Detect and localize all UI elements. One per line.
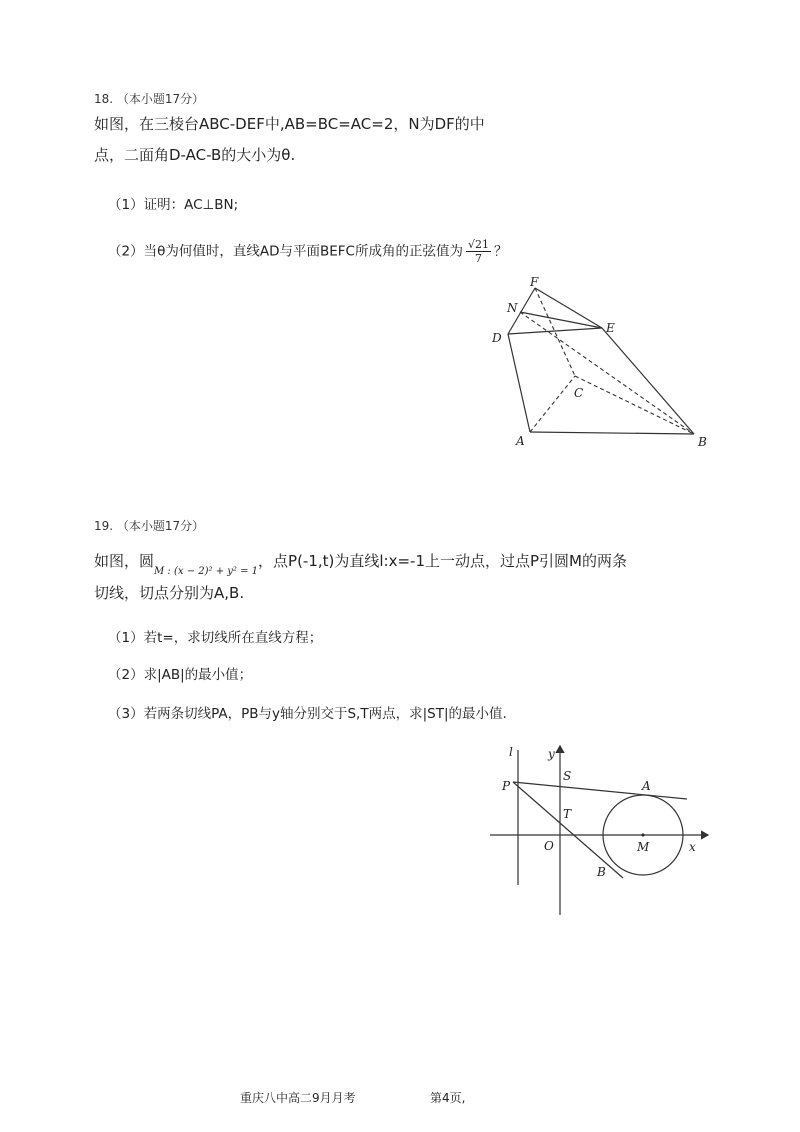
q18-fraction-denominator: 7 — [474, 252, 482, 265]
label-S: S — [563, 769, 572, 783]
q18-part2-end: ？ — [493, 243, 508, 260]
label-D: D — [492, 331, 502, 345]
label-O: O — [544, 839, 554, 853]
edge-CB — [575, 376, 694, 434]
frustum-figure — [480, 272, 730, 457]
label-P: P — [502, 779, 511, 793]
tangent-PB — [513, 782, 623, 878]
q19-stem-line1 — [94, 550, 627, 577]
tangent-figure — [485, 740, 715, 920]
q18-part1: （1）证明：AC⊥BN; — [108, 197, 239, 213]
q19-part2: （2）求|AB|的最小值； — [108, 667, 253, 683]
footer-page-number: 第4页, — [430, 1091, 466, 1105]
q18-part2-text: （2）当θ为何值时，直线AD与平面BEFC所成角的正弦值为 — [108, 243, 463, 260]
q18-header: 18. （本小题17分） — [94, 92, 205, 106]
q19-part3: （3）若两条切线PA，PB与y轴分别交于S,T两点，求|ST|的最小值. — [108, 706, 507, 722]
center-M-dot — [641, 833, 644, 836]
q19-header: 19. （本小题17分） — [94, 519, 205, 533]
label-M: M — [637, 840, 650, 854]
label-N: N — [507, 301, 518, 315]
q19-stem-rest: ，点P(-1,t)为直线l:x=-1上一动点，过点P引圆M的两条 — [258, 552, 627, 570]
q19-stem-line2: 切线，切点分别为A,B. — [94, 584, 245, 602]
footer-school: 重庆八中高二9月月考 — [240, 1091, 356, 1105]
q18-fraction-numerator: √21 — [467, 238, 489, 251]
label-A: A — [516, 434, 525, 448]
q18-stem-line2: 点，二面角D-AC-B的大小为θ. — [94, 146, 296, 164]
q18-sine-fraction — [466, 238, 491, 265]
label-T: T — [563, 807, 572, 821]
label-x: x — [689, 840, 696, 854]
edge-AC — [530, 376, 575, 432]
edge-AB — [530, 432, 694, 434]
edge-DA — [508, 334, 530, 432]
label-A: A — [642, 779, 651, 793]
label-C: C — [574, 386, 584, 400]
label-B: B — [597, 865, 606, 879]
circle-equation: M : (x − 2)² + y² = 1 — [154, 566, 259, 577]
q19-part1: （1）若t=，求切线所在直线方程； — [108, 630, 323, 646]
q19-stem-start: 如图，圆 — [94, 552, 155, 570]
label-l: l — [509, 745, 513, 759]
q18-stem-line1: 如图，在三棱台ABC-DEF中,AB=BC=AC=2，N为DF的中 — [94, 115, 485, 133]
tangent-PA — [513, 782, 687, 799]
label-F: F — [530, 275, 539, 289]
label-B: B — [698, 435, 707, 449]
q18-part2 — [108, 238, 507, 265]
label-E: E — [606, 321, 615, 335]
label-y: y — [548, 747, 555, 761]
edge-EB — [602, 328, 694, 434]
